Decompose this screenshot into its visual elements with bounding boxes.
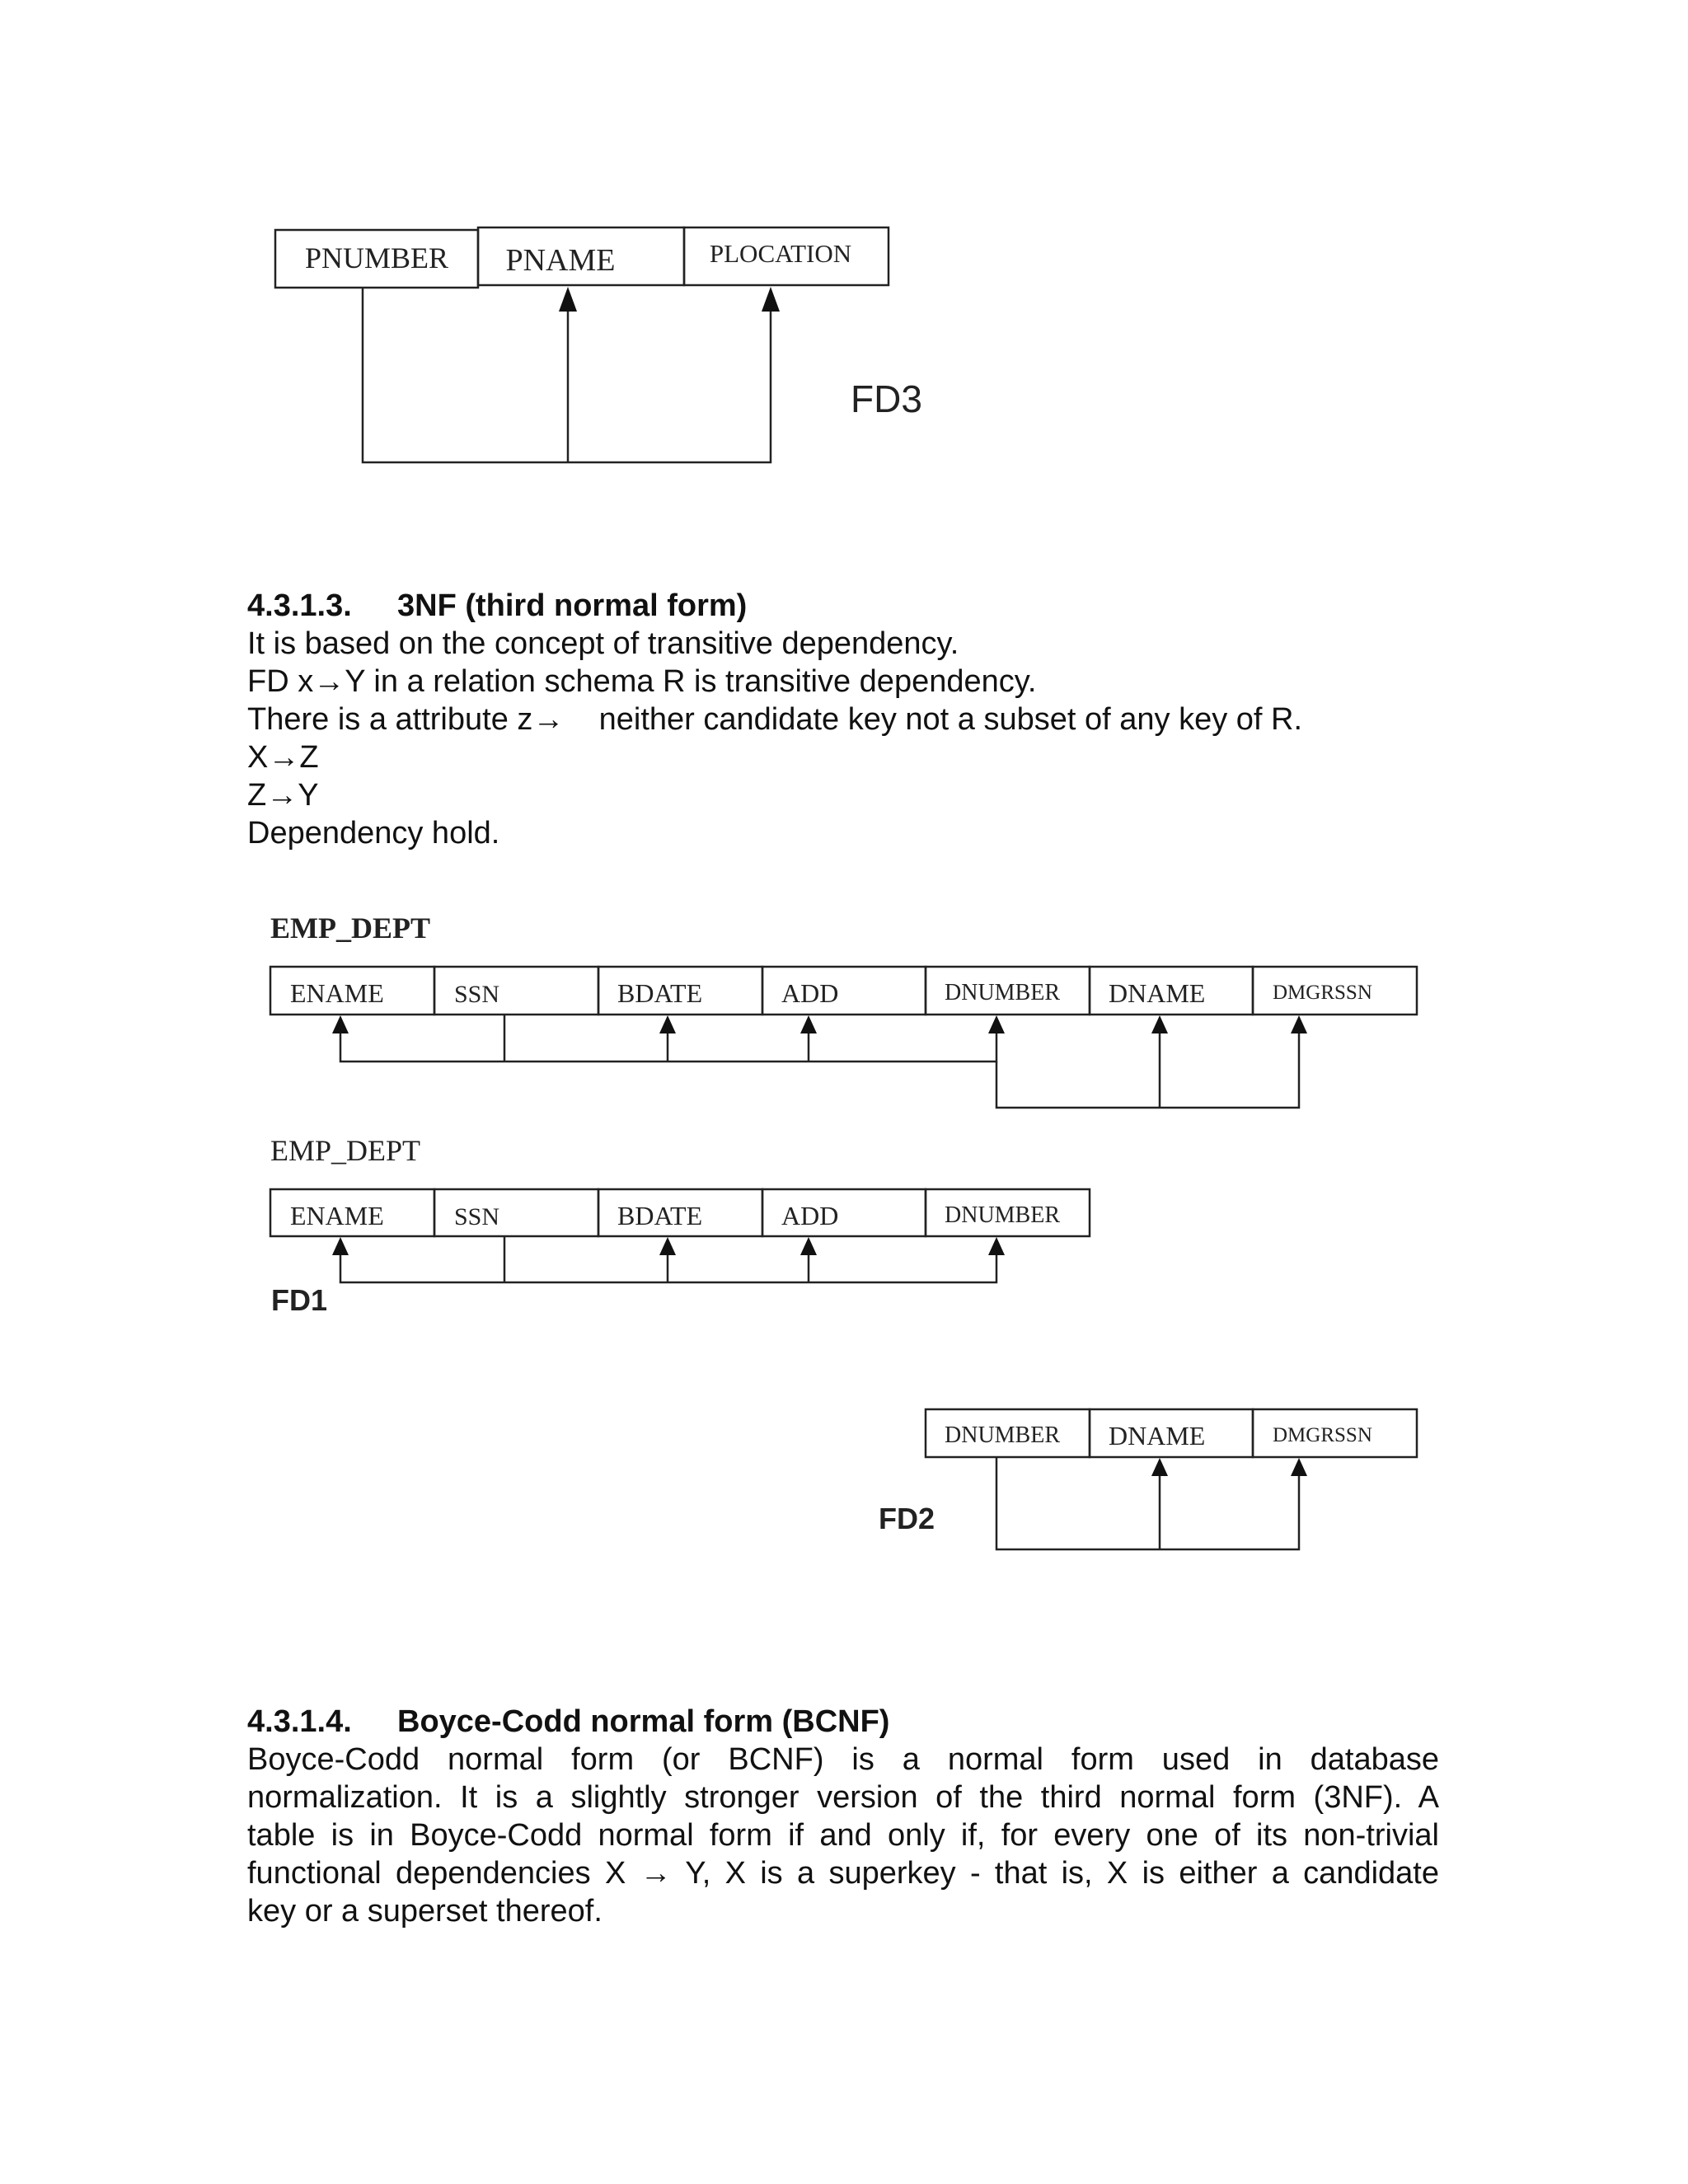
section-3nf-line: Z→Y — [247, 778, 319, 813]
emp-dept-full-fd2-line — [996, 1030, 1299, 1108]
section-bcnf-paragraph — [247, 1741, 1439, 1930]
section-3nf-number: 4.3.1.3. — [247, 588, 352, 623]
fd3-label: FD3 — [851, 377, 922, 420]
fd3-attr-pname: PNAME — [505, 243, 616, 278]
section-bcnf-line: key or a superset thereof. — [247, 1894, 603, 1929]
emp-dept-full-attr-ename: ENAME — [290, 978, 384, 1008]
emp-dept-fd1-attr-add: ADD — [781, 1201, 839, 1230]
fd2-attr-dnumber: DNUMBER — [945, 1422, 1061, 1448]
emp-dept-full-title: EMP_DEPT — [270, 912, 430, 944]
emp-dept-fd1-arrow-ename — [332, 1237, 349, 1255]
emp-dept-fd1-arrow-bdate — [659, 1237, 676, 1255]
emp-dept-fd1-attr-ssn: SSN — [454, 1203, 500, 1230]
emp-dept-fd1-attr-bdate: BDATE — [617, 1201, 703, 1230]
fd3-connector-line — [363, 288, 771, 462]
fd1-label: FD1 — [271, 1283, 328, 1317]
fd2-attr-dmgrssn: DMGRSSN — [1273, 1424, 1372, 1446]
emp-dept-full-arrow-dnumber — [988, 1015, 1005, 1033]
emp-dept-full-arrow-dname — [1151, 1015, 1168, 1033]
section-bcnf-title: Boyce-Codd normal form (BCNF) — [397, 1704, 890, 1739]
emp-dept-full-arrow-dmgrssn — [1291, 1015, 1307, 1033]
emp-dept-fd1-attr-dnumber: DNUMBER — [945, 1202, 1061, 1228]
fd3-attr-pnumber: PNUMBER — [304, 241, 449, 274]
section-3nf-title: 3NF (third normal form) — [397, 588, 748, 623]
section-3nf-heading — [247, 587, 1302, 625]
emp-dept-full-attr-dmgrssn: DMGRSSN — [1273, 982, 1372, 1004]
section-3nf-line: It is based on the concept of transitive dependency. — [247, 626, 959, 661]
emp-dept-full-attr-bdate: BDATE — [617, 978, 703, 1008]
section-3nf-line: Dependency hold. — [247, 816, 500, 851]
emp-dept-fd1-arrow-add — [800, 1237, 817, 1255]
fd2-attr-dname: DNAME — [1109, 1421, 1206, 1451]
emp-dept-full-arrow-ename — [332, 1015, 349, 1033]
fd2-label: FD2 — [879, 1502, 935, 1535]
fd2-arrow-dname — [1151, 1458, 1168, 1476]
section-bcnf-line: normalization. It is a slightly stronger version of the third normal form (3NF). A — [247, 1780, 1439, 1815]
section-3nf-line: There is a attribute z→ neither candidate key not a subset of any key of R. — [247, 702, 1303, 737]
section-3nf — [247, 587, 1302, 852]
section-bcnf-heading — [247, 1703, 889, 1741]
section-bcnf-heading-block — [247, 1703, 889, 1741]
fd3-arrow-plocation — [762, 287, 780, 312]
section-3nf-line: X→Z — [247, 740, 319, 775]
fd2-line — [996, 1457, 1299, 1549]
section-3nf-line: FD x→Y in a relation schema R is transitive dependency. — [247, 664, 1037, 699]
section-bcnf-line: table is in Boyce-Codd normal form if and only if, for every one of its non-trivial — [247, 1818, 1439, 1853]
section-bcnf-line: functional dependencies X → Y, X is a superkey - that is, X is either a candidate — [247, 1856, 1439, 1891]
fd3-attr-plocation: PLOCATION — [709, 239, 852, 268]
emp-dept-full-attr-dname: DNAME — [1109, 978, 1206, 1008]
emp-dept-fd1-arrow-dnumber — [988, 1237, 1005, 1255]
emp-dept-fd1-attr-ename: ENAME — [290, 1201, 384, 1230]
section-bcnf-number: 4.3.1.4. — [247, 1704, 352, 1739]
fd3-arrow-pname — [559, 287, 577, 312]
fd2-arrow-dmgrssn — [1291, 1458, 1307, 1476]
emp-dept-full-attr-ssn: SSN — [454, 981, 500, 1008]
emp-dept-full-attr-dnumber: DNUMBER — [945, 980, 1061, 1005]
emp-dept-full-arrow-bdate — [659, 1015, 676, 1033]
emp-dept-fd1-title: EMP_DEPT — [270, 1134, 421, 1167]
emp-dept-full-attr-add: ADD — [781, 978, 839, 1008]
section-bcnf-line: Boyce-Codd normal form (or BCNF) is a normal form used in database — [247, 1742, 1439, 1777]
emp-dept-full-arrow-add — [800, 1015, 817, 1033]
